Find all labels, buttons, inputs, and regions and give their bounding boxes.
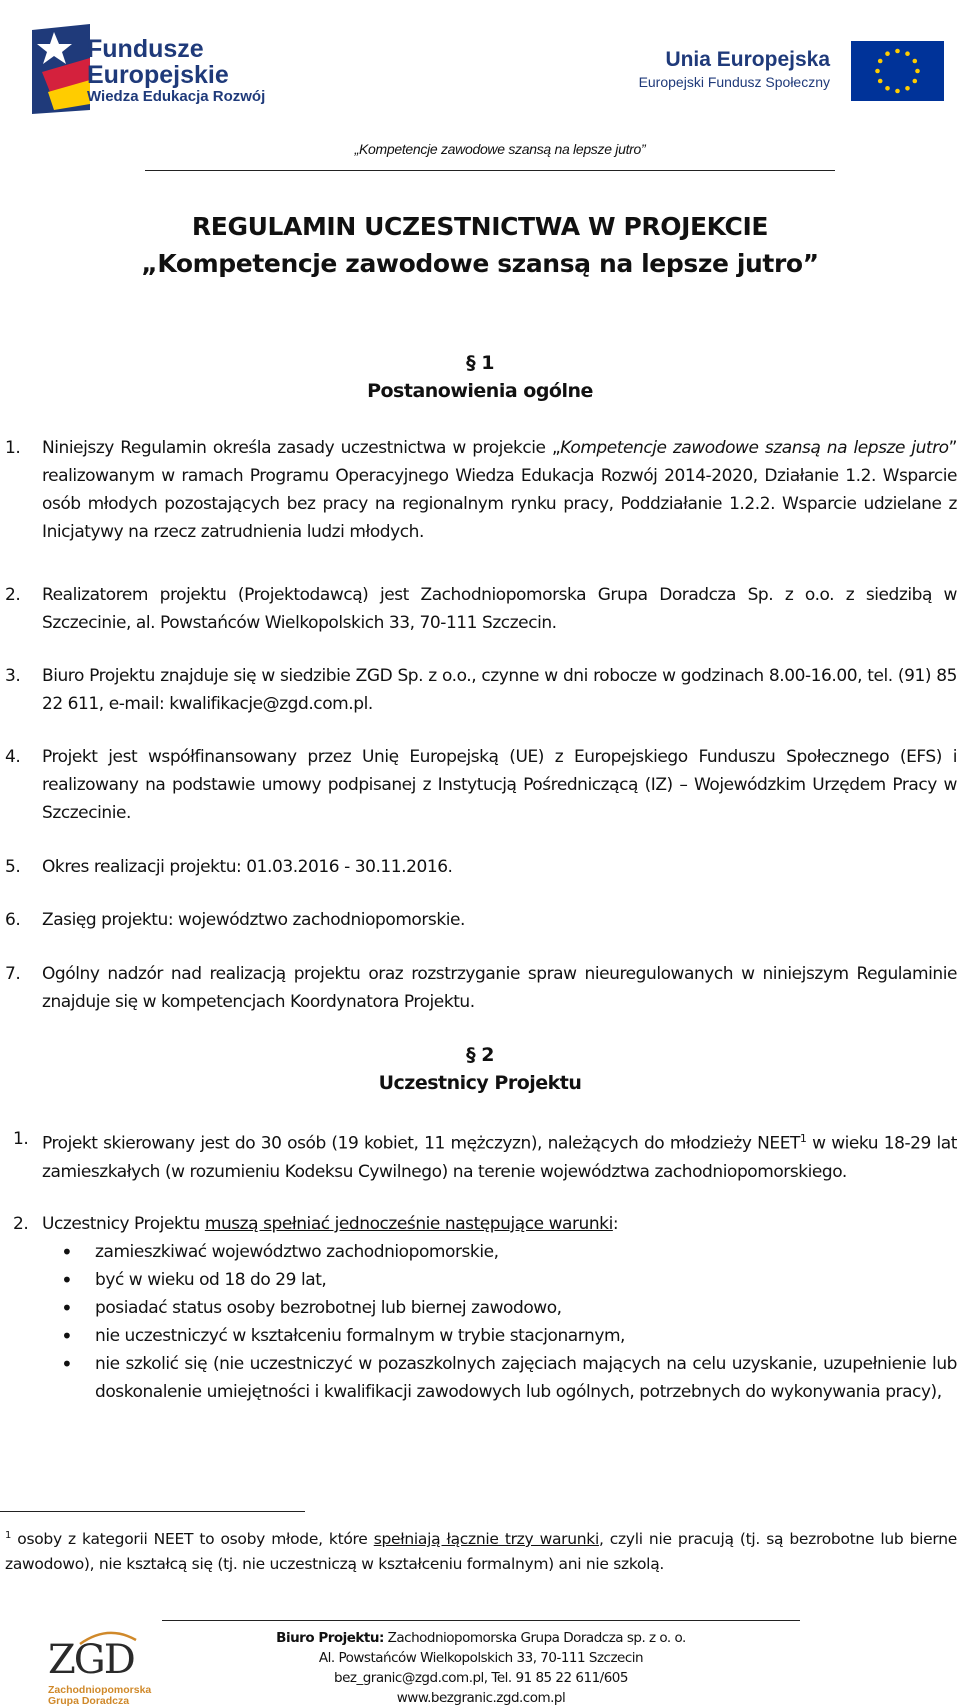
fe-logo-title: Fundusze Europejskie	[87, 35, 229, 89]
eu-logo-name: Unia Europejska	[665, 48, 830, 71]
header-divider	[145, 170, 835, 171]
eu-flag-icon	[851, 41, 944, 101]
eu-logo-fund: Europejski Fundusz Społeczny	[638, 74, 830, 90]
fe-logo-subtitle: Wiedza Edukacja Rozwój	[87, 88, 266, 105]
section-2-heading: § 2 Uczestnicy Projektu	[378, 1044, 582, 1094]
footnote-reference: 1	[799, 1132, 807, 1145]
section-1-item-1: 1. Niniejszy Regulamin określa zasady uczestnictwa w projekcie „Kompetencje zawodowe szansą na lepsze jutro” realizowanym w ramach Programu Operacyjnego Wiedza Edukacja Rozwój 2014-2020, Działanie 1.2. Wsparcie osób młodych pozostających bez pracy na regionalnym rynku pracy, Poddziałanie 1.2.2. Wsparcie udzielane z Inicjatywy na rzecz zatrudnienia ludzi młodych.	[5, 434, 957, 546]
list-item: • być w wieku od 18 do 29 lat,	[55, 1266, 957, 1294]
section-1-heading: § 1 Postanowienia ogólne	[367, 352, 593, 402]
project-tagline: „Kompetencje zawodowe szansą na lepsze jutro”	[354, 141, 646, 157]
list-item: • posiadać status osoby bezrobotnej lub biernej zawodowo,	[55, 1294, 957, 1322]
list-item: • zamieszkiwać województwo zachodniopomorskie,	[55, 1238, 957, 1266]
fundusze-europejskie-logo	[0, 0, 290, 140]
list-item: • nie szkolić się (nie uczestniczyć w pozaszkolnych zajęciach mających na celu uzyskanie, uzupełnienie lub doskonalenie umiejętności i kwalifikacji zawodowych lub ogólnych, potrzebnych do wykonywania pracy),	[55, 1350, 957, 1406]
list-item: • nie uczestniczyć w kształceniu formalnym w trybie stacjonarnym,	[55, 1322, 957, 1350]
zgd-swoosh-icon	[78, 1630, 138, 1646]
footer-divider	[162, 1620, 800, 1621]
footnote: $^1$ osoby z kategorii NEET to osoby młode, które spełniają łącznie trzy warunki, czyli nie pracują (tj. są bezrobotne lub bierne zawodowo), nie kształcą się (tj. nie uczestniczą w kształceniu formalnym) ani nie szkolą.	[5, 1530, 957, 1574]
section-2-item-2-text: Uczestnicy Projektu muszą spełniać jednocześnie następujące warunki:	[42, 1214, 619, 1234]
zgd-logo: ZGD Zachodniopomorska Grupa Doradcza	[48, 1638, 158, 1704]
section-1-item-1-text: Niniejszy Regulamin określa zasady uczestnictwa w projekcie „Kompetencje zawodowe szansą na lepsze jutro” realizowanym w ramach Programu Operacyjnego Wiedza Edukacja Rozwój 2014-2020, Działanie 1.2. Wsparcie osób młodych pozostających bez pracy na regionalnym rynku pracy, Poddziałanie 1.2.2. Wsparcie udzielane z Inicjatywy na rzecz zatrudnienia ludzi młodych.	[42, 438, 957, 542]
section-2-item-1-text: Projekt skierowany jest do 30 osób (19 kobiet, 11 mężczyzn), należących do młodzieży NEET$^1$ w wieku 18-29 lat zamieszkałych (w rozumieniu Kodeksu Cywilnego) na terenie województwa zachodniopomorskiego.	[42, 1132, 957, 1182]
document-title: REGULAMIN UCZESTNICTWA W PROJEKCIE „Kompetencje zawodowe szansą na lepsze jutro”	[141, 212, 819, 278]
footnote-divider	[0, 1511, 305, 1512]
footer-contact-block: Biuro Projektu: Zachodniopomorska Grupa Doradcza sp. z o. o. Al. Powstańców Wielkopolskich 33, 70-111 Szczecin bez_granic@zgd.com.pl, Tel. 91 85 22 611/605 www.bezgranic.zgd.com.pl	[276, 1630, 686, 1706]
conditions-list	[55, 1238, 957, 1406]
